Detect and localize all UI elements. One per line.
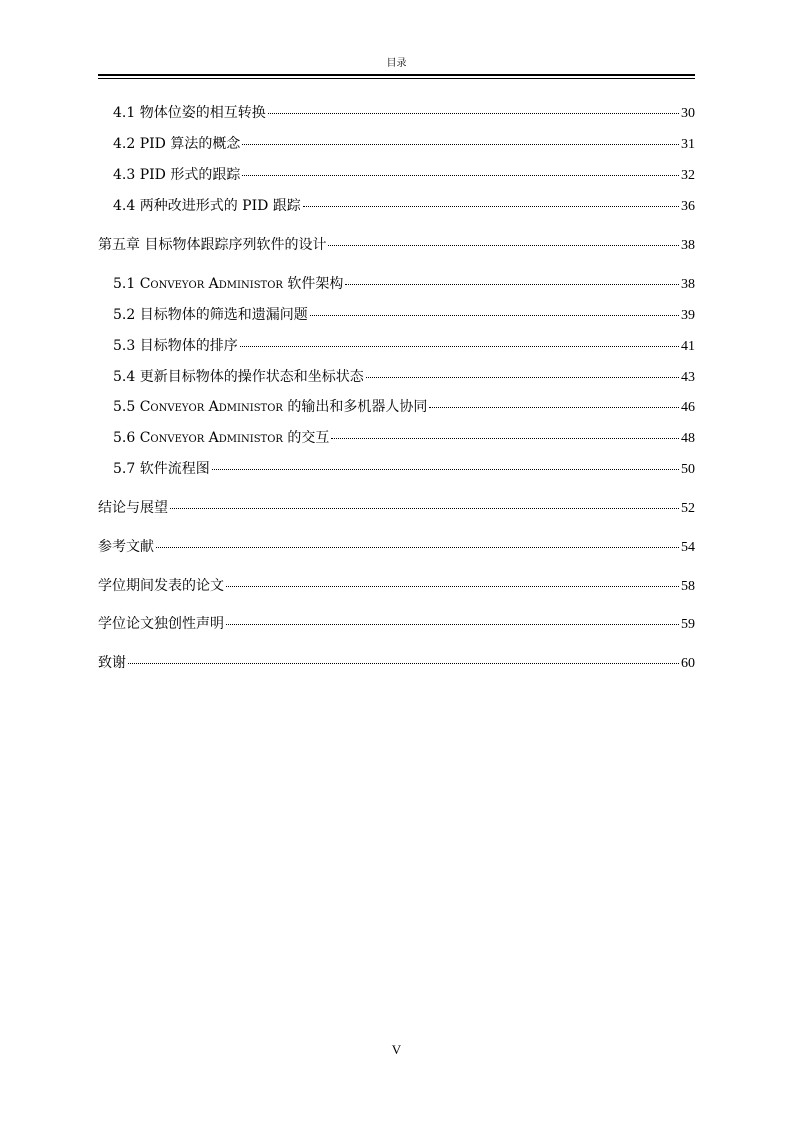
toc-entry-5-3[interactable] — [98, 336, 695, 356]
toc-entry-4-2[interactable] — [98, 134, 695, 154]
toc-entry-label: 5.1 Conveyor Administor 软件架构 — [113, 276, 344, 292]
toc-entry-page: 39 — [681, 308, 695, 323]
dot-leader — [212, 469, 679, 470]
toc-entry-page: 30 — [681, 106, 695, 121]
dot-leader — [303, 206, 679, 207]
toc-entry-label: 4.1 物体位姿的相互转换 — [113, 105, 266, 121]
toc-entry-4-4[interactable] — [98, 196, 695, 216]
toc-entry-label: 结论与展望 — [98, 500, 168, 516]
toc-entry-acknowledgements[interactable] — [98, 653, 695, 673]
toc-entry-page: 32 — [681, 168, 695, 183]
toc-entry-publications[interactable] — [98, 576, 695, 596]
toc-entry-label: 4.3 PID 形式的跟踪 — [113, 167, 241, 183]
toc-entry-4-3[interactable] — [98, 165, 695, 185]
toc-entry-page: 59 — [681, 617, 695, 632]
toc-entry-5-5[interactable] — [98, 397, 695, 417]
toc-entry-label: 4.4 两种改进形式的 PID 跟踪 — [113, 198, 301, 214]
dot-leader — [310, 315, 679, 316]
dot-leader — [226, 586, 679, 587]
toc-entry-label: 致谢 — [98, 655, 126, 671]
toc-entry-originality-statement[interactable] — [98, 614, 695, 634]
toc-entry-page: 48 — [681, 431, 695, 446]
toc-entry-4-1[interactable] — [98, 103, 695, 123]
dot-leader — [226, 624, 679, 625]
toc-entry-page: 54 — [681, 540, 695, 555]
toc-entry-5-4[interactable] — [98, 367, 695, 387]
toc-entry-5-7[interactable] — [98, 459, 695, 479]
dot-leader — [242, 175, 679, 176]
header-rule-thick — [98, 74, 695, 76]
toc-entry-references[interactable] — [98, 537, 695, 557]
dot-leader — [156, 547, 679, 548]
toc-entry-page: 50 — [681, 462, 695, 477]
dot-leader — [242, 144, 679, 145]
dot-leader — [331, 438, 679, 439]
running-header: 目录 — [386, 58, 407, 69]
dot-leader — [366, 377, 679, 378]
toc-entry-page: 38 — [681, 238, 695, 253]
dot-leader — [240, 346, 679, 347]
toc-entry-label: 5.6 Conveyor Administor 的交互 — [113, 430, 330, 446]
toc-entry-conclusion[interactable] — [98, 498, 695, 518]
page-number: V — [391, 1042, 402, 1057]
dot-leader — [328, 245, 679, 246]
toc-entry-label: 5.2 目标物体的筛选和遗漏问题 — [113, 307, 308, 323]
dot-leader — [345, 284, 679, 285]
toc-entry-5-2[interactable] — [98, 305, 695, 325]
toc-entry-label: 5.4 更新目标物体的操作状态和坐标状态 — [113, 369, 364, 385]
toc-entry-page: 36 — [681, 199, 695, 214]
dot-leader — [429, 407, 679, 408]
dot-leader — [170, 508, 679, 509]
toc-entry-page: 41 — [681, 339, 695, 354]
toc-entry-page: 46 — [681, 400, 695, 415]
dot-leader — [268, 113, 679, 114]
toc-entry-page: 38 — [681, 277, 695, 292]
toc-entry-label: 5.5 Conveyor Administor 的输出和多机器人协同 — [113, 399, 428, 415]
toc-entry-label: 学位期间发表的论文 — [98, 578, 224, 594]
dot-leader — [128, 663, 679, 664]
toc-entry-page: 60 — [681, 656, 695, 671]
toc-entry-label: 第五章 目标物体跟踪序列软件的设计 — [98, 237, 327, 253]
toc-entry-5-6[interactable] — [98, 428, 695, 448]
header-rule-thin — [98, 78, 695, 79]
toc-entry-label: 4.2 PID 算法的概念 — [113, 136, 241, 152]
toc-entry-5-1[interactable] — [98, 274, 695, 294]
toc-entry-page: 58 — [681, 579, 695, 594]
toc-entry-page: 31 — [681, 137, 695, 152]
toc-entry-chapter-5[interactable] — [98, 235, 695, 255]
toc-entry-label: 学位论文独创性声明 — [98, 616, 224, 632]
toc-entry-page: 43 — [681, 370, 695, 385]
toc-entry-label: 5.7 软件流程图 — [113, 461, 210, 477]
toc-entry-label: 参考文献 — [98, 539, 154, 555]
toc-entry-page: 52 — [681, 501, 695, 516]
toc-entry-label: 5.3 目标物体的排序 — [113, 338, 238, 354]
